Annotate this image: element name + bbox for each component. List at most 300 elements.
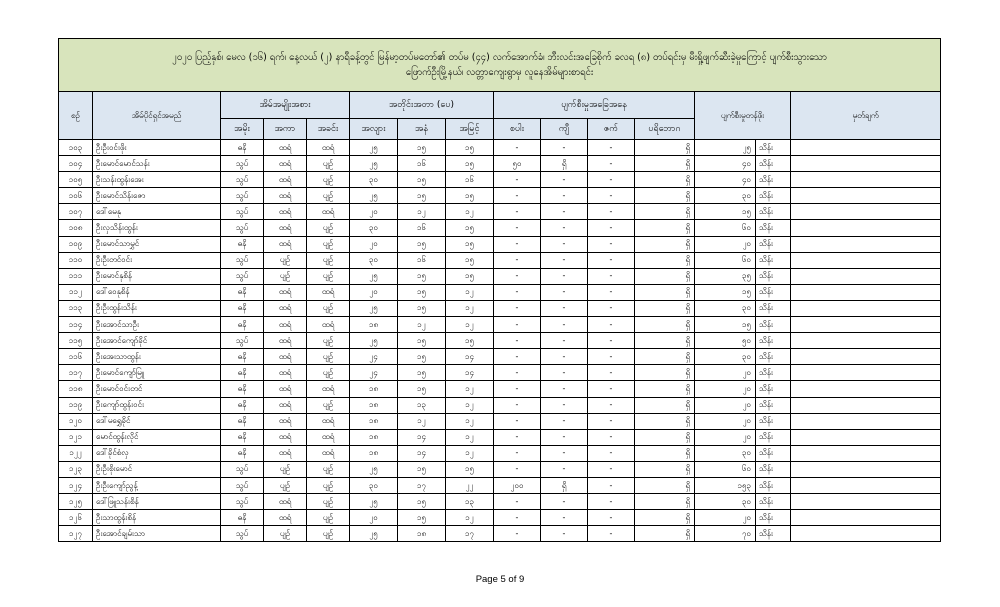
cell-loss-unit: သိန်း [756,204,791,220]
cell-floor-type: ပျဉ် [307,349,350,365]
cell-wall-type: ထရံ [264,188,307,204]
header-height: အမြင့် [446,119,494,140]
cell-row-number: ၁၀၆ [59,188,93,204]
cell-height: ၁၅ [446,333,494,349]
cell-paddy-loss: - [494,236,541,252]
cell-barn-loss: - [541,284,588,300]
cell-floor-type: ပျဉ် [307,477,350,493]
cell-furniture-loss: ရှိ [635,429,695,445]
table-row [59,461,941,477]
cell-remarks [791,268,941,284]
cell-row-number: ၁၀၇ [59,204,93,220]
cell-zet-loss: - [588,365,635,381]
cell-row-number: ၁၂၀ [59,413,93,429]
cell-floor-type: ပျဉ် [307,300,350,316]
cell-loss-unit: သိန်း [756,268,791,284]
cell-loss-value: ၂၀ [695,381,756,397]
cell-zet-loss: - [588,204,635,220]
cell-floor-type: ပျဉ် [307,220,350,236]
cell-row-number: ၁၂၃ [59,461,93,477]
cell-wall-type: ထရံ [264,140,307,156]
cell-width: ၁၂ [398,317,446,333]
cell-row-number: ၁၀၈ [59,220,93,236]
cell-remarks [791,494,941,510]
table-row [59,220,941,236]
cell-furniture-loss: ရှိ [635,188,695,204]
cell-owner-name: ဦးဦးဝင်းဖိုး [93,140,221,156]
cell-wall-type: ပျဉ် [264,461,307,477]
cell-loss-unit: သိန်း [756,445,791,461]
cell-row-number: ၁၀၅ [59,172,93,188]
cell-row-number: ၁၂၄ [59,477,93,493]
cell-zet-loss: - [588,252,635,268]
cell-length: ၂၀ [350,510,398,526]
cell-width: ၁၅ [398,381,446,397]
cell-owner-name: ဦးမောင်ကျော်မြူ [93,365,221,381]
cell-length: ၃၀ [350,220,398,236]
header-wall: အကာ [264,119,307,140]
cell-roof-type: သွပ် [221,526,264,542]
cell-wall-type: ထရံ [264,317,307,333]
cell-roof-type: ဓနိ [221,413,264,429]
header-furniture: ပရိဘောဂ [635,119,695,140]
cell-loss-unit: သိန်း [756,317,791,333]
cell-barn-loss: ရှိ [541,156,588,172]
cell-roof-type: ဓနိ [221,445,264,461]
cell-barn-loss: - [541,397,588,413]
cell-owner-name: ဦးအောင်သာဦး [93,317,221,333]
cell-width: ၁၅ [398,284,446,300]
cell-barn-loss: - [541,413,588,429]
cell-floor-type: ပျဉ် [307,188,350,204]
cell-remarks [791,333,941,349]
cell-paddy-loss: - [494,365,541,381]
cell-floor-type: ပျဉ် [307,365,350,381]
cell-row-number: ၁၁၆ [59,349,93,365]
header-paddy: စပါး [494,119,541,140]
cell-remarks [791,429,941,445]
cell-paddy-loss: - [494,284,541,300]
cell-length: ၂၄ [350,365,398,381]
cell-floor-type: ပျဉ် [307,236,350,252]
cell-zet-loss: - [588,236,635,252]
header-barn: ကျီ [541,119,588,140]
cell-loss-unit: သိန်း [756,349,791,365]
cell-floor-type: ပျဉ် [307,252,350,268]
cell-wall-type: ထရံ [264,220,307,236]
table-row [59,188,941,204]
cell-roof-type: သွပ် [221,188,264,204]
table-row [59,268,941,284]
table-row [59,156,941,172]
cell-loss-value: ၂၀ [695,413,756,429]
cell-wall-type: ပျဉ် [264,252,307,268]
cell-paddy-loss: ၂၀၀ [494,477,541,493]
cell-height: ၁၄ [446,365,494,381]
header-no: စဉ် [59,92,93,140]
cell-floor-type: ထရံ [307,445,350,461]
cell-zet-loss: - [588,140,635,156]
cell-length: ၁၈ [350,397,398,413]
cell-furniture-loss: ရှိ [635,204,695,220]
cell-remarks [791,300,941,316]
cell-owner-name: မောင်ထွန်းလိုင် [93,429,221,445]
table-body [59,140,941,542]
cell-height: ၁၅ [446,220,494,236]
cell-length: ၂၅ [350,494,398,510]
cell-loss-unit: သိန်း [756,365,791,381]
title-line-1: ၂၀၂၀ ပြည့်နှစ်၊ မေလ (၁၆) ရက်၊ နေ့လယ် (၂) နာရီခန့်တွင် မြန်မာ့တပ်မတော်၏ တပ်မ (၄၄) လက်အောက်ခံ၊ ဘီးလင်းအခြေစိုက် ခလရ (၈) တပ်ရင်းမှ မီးရှို့ဖျက်ဆီးခဲ့မှုကြောင့် ပျက်စီးသွားသော [172,52,827,63]
cell-wall-type: ထရံ [264,284,307,300]
cell-furniture-loss: ရှိ [635,236,695,252]
cell-wall-type: ထရံ [264,156,307,172]
cell-roof-type: သွပ် [221,477,264,493]
cell-height: ၁၂ [446,284,494,300]
cell-floor-type: ပျဉ် [307,156,350,172]
cell-furniture-loss: ရှိ [635,300,695,316]
cell-paddy-loss: - [494,397,541,413]
cell-length: ၂၅ [350,188,398,204]
cell-owner-name: ဦးဦးထွန်းသိန်း [93,300,221,316]
cell-owner-name: ဦးကျော်ထွန်းဝင်း [93,397,221,413]
cell-remarks [791,172,941,188]
cell-roof-type: သွပ် [221,252,264,268]
cell-barn-loss: - [541,268,588,284]
cell-zet-loss: - [588,477,635,493]
cell-remarks [791,381,941,397]
header-area: အတိုင်းအတာ (ပေ) [350,92,494,119]
cell-width: ၁၅ [398,300,446,316]
cell-remarks [791,510,941,526]
cell-wall-type: ထရံ [264,349,307,365]
table-row [59,510,941,526]
cell-height: ၁၅ [446,156,494,172]
cell-loss-value: ၂၅ [695,140,756,156]
cell-zet-loss: - [588,317,635,333]
cell-height: ၁၂ [446,429,494,445]
cell-row-number: ၁၀၉ [59,236,93,252]
cell-loss-unit: သိန်း [756,188,791,204]
cell-wall-type: ထရံ [264,494,307,510]
cell-width: ၁၇ [398,477,446,493]
cell-row-number: ၁၀၃ [59,140,93,156]
cell-furniture-loss: ရှိ [635,349,695,365]
cell-remarks [791,397,941,413]
cell-zet-loss: - [588,429,635,445]
cell-width: ၁၆ [398,252,446,268]
cell-remarks [791,284,941,300]
cell-furniture-loss: ရှိ [635,397,695,413]
cell-loss-unit: သိန်း [756,381,791,397]
cell-loss-unit: သိန်း [756,397,791,413]
cell-paddy-loss: - [494,140,541,156]
cell-length: ၂၄ [350,349,398,365]
cell-remarks [791,413,941,429]
cell-barn-loss: - [541,526,588,542]
cell-furniture-loss: ရှိ [635,461,695,477]
cell-furniture-loss: ရှိ [635,156,695,172]
cell-wall-type: ထရံ [264,413,307,429]
cell-zet-loss: - [588,510,635,526]
cell-width: ၁၅ [398,333,446,349]
cell-zet-loss: - [588,461,635,477]
cell-roof-type: သွပ် [221,172,264,188]
cell-barn-loss: - [541,461,588,477]
cell-furniture-loss: ရှိ [635,333,695,349]
cell-paddy-loss: - [494,172,541,188]
cell-floor-type: ပျဉ် [307,268,350,284]
header-loss-value: ပျက်စီးမှုတန်ဖိုး [695,92,791,140]
table-row [59,284,941,300]
cell-floor-type: ထရံ [307,413,350,429]
table-row [59,300,941,316]
cell-width: ၁၄ [398,445,446,461]
cell-width: ၁၅ [398,349,446,365]
cell-owner-name: ဦးအေးသာထွန်း [93,349,221,365]
cell-floor-type: ပျဉ် [307,461,350,477]
cell-roof-type: ဓနိ [221,349,264,365]
cell-row-number: ၁၂၇ [59,526,93,542]
cell-roof-type: သွပ် [221,461,264,477]
table-row [59,236,941,252]
cell-height: ၁၃ [446,494,494,510]
cell-floor-type: ပျဉ် [307,510,350,526]
cell-width: ၁၃ [398,397,446,413]
cell-width: ၁၅ [398,461,446,477]
cell-remarks [791,140,941,156]
cell-loss-value: ၃၀ [695,445,756,461]
cell-zet-loss: - [588,156,635,172]
cell-height: ၁၅ [446,268,494,284]
cell-wall-type: ထရံ [264,381,307,397]
cell-furniture-loss: ရှိ [635,220,695,236]
cell-barn-loss: - [541,252,588,268]
cell-barn-loss: - [541,188,588,204]
table-row [59,429,941,445]
cell-length: ၂၅ [350,461,398,477]
cell-zet-loss: - [588,220,635,236]
cell-loss-unit: သိန်း [756,156,791,172]
cell-zet-loss: - [588,381,635,397]
cell-wall-type: ထရံ [264,510,307,526]
cell-barn-loss: - [541,445,588,461]
cell-length: ၂၅ [350,526,398,542]
cell-wall-type: ပျဉ် [264,268,307,284]
cell-loss-unit: သိန်း [756,300,791,316]
cell-barn-loss: - [541,317,588,333]
cell-wall-type: ထရံ [264,445,307,461]
cell-floor-type: ထရံ [307,204,350,220]
cell-roof-type: သွပ် [221,156,264,172]
cell-loss-unit: သိန်း [756,461,791,477]
cell-length: ၁၈ [350,413,398,429]
cell-paddy-loss: - [494,445,541,461]
cell-loss-unit: သိန်း [756,284,791,300]
cell-wall-type: ပျဉ် [264,526,307,542]
cell-remarks [791,477,941,493]
cell-paddy-loss: - [494,381,541,397]
cell-height: ၁၅ [446,188,494,204]
header-length: အလျား [350,119,398,140]
cell-loss-value: ၁၅ [695,284,756,300]
cell-width: ၁၅ [398,365,446,381]
cell-barn-loss: - [541,494,588,510]
cell-width: ၁၅ [398,236,446,252]
cell-width: ၁၅ [398,494,446,510]
cell-remarks [791,349,941,365]
cell-height: ၁၂ [446,300,494,316]
cell-roof-type: ဓနိ [221,284,264,300]
cell-owner-name: ဦးအောင်ကျော်ခိုင် [93,333,221,349]
header-remarks: မှတ်ချက် [791,92,941,140]
header-width: အနံ [398,119,446,140]
header-damage: ပျက်စီးမှုအခြေအနေ [494,92,695,119]
cell-remarks [791,220,941,236]
cell-barn-loss: - [541,300,588,316]
cell-paddy-loss: - [494,204,541,220]
cell-height: ၁၂ [446,510,494,526]
cell-paddy-loss: - [494,300,541,316]
cell-row-number: ၁၁၈ [59,381,93,397]
cell-owner-name: ဒေါ်မေနု [93,204,221,220]
cell-barn-loss: - [541,333,588,349]
cell-floor-type: ထရံ [307,284,350,300]
cell-zet-loss: - [588,268,635,284]
cell-floor-type: ထရံ [307,381,350,397]
cell-loss-value: ၂၀ [695,397,756,413]
cell-wall-type: ထရံ [264,236,307,252]
cell-length: ၃၀ [350,252,398,268]
cell-floor-type: ပျဉ် [307,526,350,542]
cell-width: ၁၅ [398,172,446,188]
cell-floor-type: ပျဉ် [307,172,350,188]
cell-owner-name: ဒေါ်မရွှေခိုင် [93,413,221,429]
cell-zet-loss: - [588,284,635,300]
cell-paddy-loss: - [494,188,541,204]
cell-row-number: ၁၁၉ [59,397,93,413]
cell-remarks [791,365,941,381]
cell-length: ၁၈ [350,429,398,445]
cell-owner-name: ဦးမောင်မောင်သန်း [93,156,221,172]
cell-length: ၂၀ [350,236,398,252]
cell-loss-unit: သိန်း [756,140,791,156]
cell-floor-type: ပျဉ် [307,397,350,413]
title-line-2: ဖြောက်ဦးမြို့နယ်၊ လတ္တာကျေးရွာမှ လူနေအိမ်များစာရင်း [405,67,594,78]
cell-owner-name: ဦးအောင်ချမ်းသာ [93,526,221,542]
table-row [59,140,941,156]
cell-height: ၁၂ [446,317,494,333]
table-row [59,445,941,461]
cell-loss-value: ၇၀ [695,526,756,542]
cell-loss-value: ၃၀ [695,494,756,510]
table-row [59,204,941,220]
cell-furniture-loss: ရှိ [635,140,695,156]
cell-zet-loss: - [588,300,635,316]
cell-remarks [791,156,941,172]
cell-paddy-loss: - [494,333,541,349]
cell-zet-loss: - [588,445,635,461]
cell-floor-type: ထရံ [307,429,350,445]
cell-owner-name: ဦးဦးစိုးမောင် [93,461,221,477]
cell-furniture-loss: ရှိ [635,252,695,268]
cell-width: ၁၂ [398,204,446,220]
cell-wall-type: ထရံ [264,204,307,220]
cell-remarks [791,204,941,220]
cell-roof-type: ဓနိ [221,510,264,526]
cell-row-number: ၁၂၆ [59,510,93,526]
cell-loss-unit: သိန်း [756,333,791,349]
cell-loss-value: ၁၅ [695,204,756,220]
cell-wall-type: ပျဉ် [264,477,307,493]
cell-loss-unit: သိန်း [756,429,791,445]
cell-loss-value: ၃၀ [695,300,756,316]
cell-loss-unit: သိန်း [756,510,791,526]
cell-length: ၂၀ [350,204,398,220]
cell-roof-type: ဓနိ [221,317,264,333]
cell-loss-unit: သိန်း [756,252,791,268]
cell-paddy-loss: - [494,349,541,365]
cell-loss-value: ၂၀ [695,365,756,381]
cell-row-number: ၁၁၁ [59,268,93,284]
cell-remarks [791,461,941,477]
cell-zet-loss: - [588,172,635,188]
cell-owner-name: ဦးသာထွန်းစိန် [93,510,221,526]
cell-owner-name: ဦးသန်းထွန်းအေး [93,172,221,188]
cell-owner-name: ဦးမောင်သိန်းဇော [93,188,221,204]
cell-row-number: ၁၁၄ [59,317,93,333]
header-house-type: အိမ်အမျိုးအစား [221,92,350,119]
cell-loss-value: ၄၀ [695,156,756,172]
cell-paddy-loss: - [494,461,541,477]
cell-barn-loss: - [541,140,588,156]
page-number: Page 5 of 9 [475,574,525,585]
cell-roof-type: သွပ် [221,268,264,284]
cell-loss-value: ၂၀ [695,236,756,252]
cell-floor-type: ပျဉ် [307,494,350,510]
cell-roof-type: ဓနိ [221,397,264,413]
cell-paddy-loss: ၅၀ [494,156,541,172]
cell-length: ၃၀ [350,172,398,188]
cell-height: ၁၇ [446,526,494,542]
cell-length: ၂၅ [350,140,398,156]
cell-roof-type: သွပ် [221,494,264,510]
cell-remarks [791,445,941,461]
cell-length: ၂၅ [350,156,398,172]
cell-zet-loss: - [588,333,635,349]
cell-zet-loss: - [588,349,635,365]
cell-barn-loss: - [541,236,588,252]
header-floor: အခင်း [307,119,350,140]
cell-height: ၁၂ [446,445,494,461]
cell-furniture-loss: ရှိ [635,413,695,429]
cell-row-number: ၁၂၂ [59,445,93,461]
cell-owner-name: ဦးမောင်သာမွှင် [93,236,221,252]
cell-furniture-loss: ရှိ [635,445,695,461]
cell-loss-unit: သိန်း [756,413,791,429]
cell-height: ၂၂ [446,477,494,493]
cell-height: ၁၂ [446,397,494,413]
cell-barn-loss: - [541,365,588,381]
cell-barn-loss: - [541,204,588,220]
cell-height: ၁၆ [446,172,494,188]
cell-roof-type: ဓနိ [221,365,264,381]
cell-width: ၁၅ [398,188,446,204]
cell-height: ၁၅ [446,140,494,156]
cell-height: ၁၅ [446,236,494,252]
cell-length: ၁၈ [350,445,398,461]
cell-width: ၁၅ [398,510,446,526]
page-title [59,39,941,92]
